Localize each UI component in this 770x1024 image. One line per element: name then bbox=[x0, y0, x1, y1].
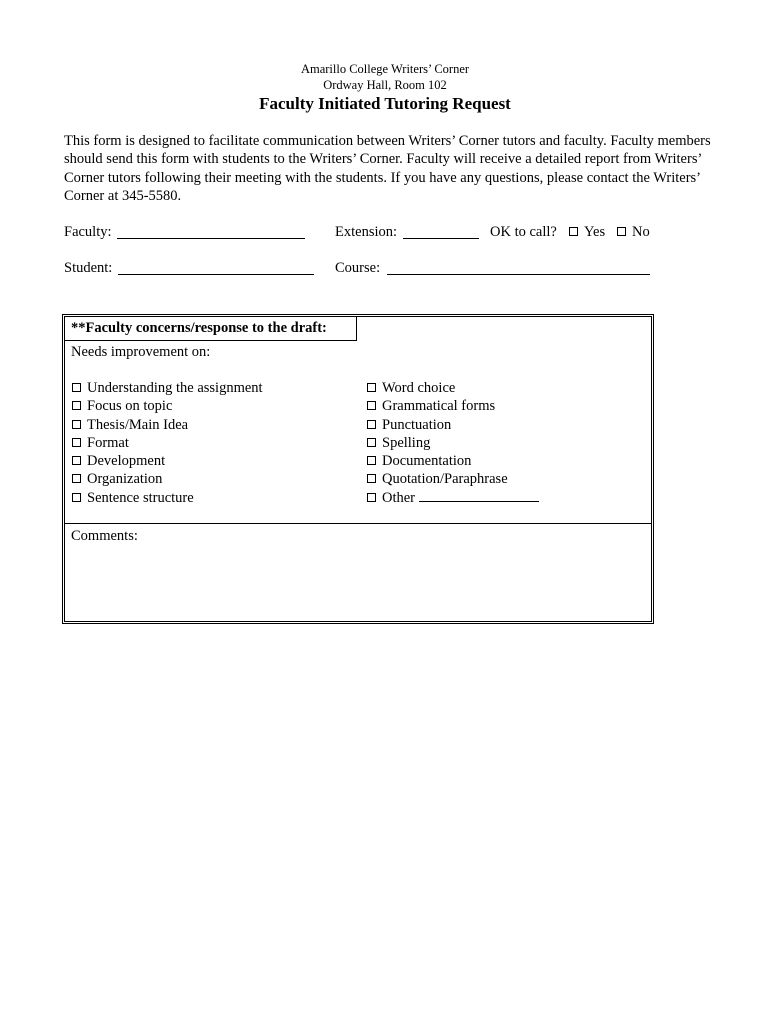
concerns-box bbox=[62, 314, 654, 624]
checkbox[interactable] bbox=[72, 493, 81, 502]
other-input-line[interactable] bbox=[419, 489, 539, 502]
student-field[interactable] bbox=[118, 260, 314, 280]
concern-label: Organization bbox=[87, 471, 163, 488]
concern-item[interactable] bbox=[367, 470, 539, 488]
checkbox[interactable] bbox=[72, 420, 81, 429]
checkbox[interactable] bbox=[367, 456, 376, 465]
checkbox[interactable] bbox=[72, 401, 81, 410]
concern-label: Sentence structure bbox=[87, 489, 194, 506]
concern-label: Other bbox=[382, 489, 416, 506]
faculty-label: Faculty: bbox=[64, 224, 112, 240]
checkbox[interactable] bbox=[72, 474, 81, 483]
concern-label: Documentation bbox=[382, 453, 472, 470]
header-location: Ordway Hall, Room 102 bbox=[323, 78, 447, 92]
concern-item[interactable] bbox=[367, 397, 539, 415]
page-title: Faculty Initiated Tutoring Request bbox=[259, 94, 511, 113]
ok-to-call-label: OK to call? bbox=[490, 224, 557, 240]
concerns-heading: **Faculty concerns/response to the draft: bbox=[65, 317, 357, 341]
extension-input-line[interactable] bbox=[403, 224, 479, 239]
concern-item[interactable] bbox=[367, 379, 539, 397]
concern-item[interactable] bbox=[72, 397, 263, 415]
no-checkbox[interactable] bbox=[617, 227, 626, 236]
course-label: Course: bbox=[335, 260, 381, 276]
concern-item[interactable] bbox=[367, 452, 539, 470]
concern-item[interactable] bbox=[72, 416, 263, 434]
faculty-field[interactable] bbox=[117, 224, 305, 244]
student-label: Student: bbox=[64, 260, 113, 276]
no-option[interactable] bbox=[617, 224, 650, 241]
needs-improvement-label: Needs improvement on: bbox=[71, 344, 211, 360]
checkbox[interactable] bbox=[367, 493, 376, 502]
extension-label: Extension: bbox=[335, 224, 398, 240]
concern-label: Spelling bbox=[382, 434, 431, 451]
concern-item[interactable] bbox=[72, 434, 263, 452]
concern-label: Thesis/Main Idea bbox=[87, 416, 189, 433]
concern-item[interactable] bbox=[367, 434, 539, 452]
course-field[interactable] bbox=[387, 260, 650, 280]
checkbox[interactable] bbox=[367, 420, 376, 429]
intro-paragraph: This form is designed to facilitate communication between Writers’ Corner tutors and faculty. Faculty members should send this form with students to the Writers’ Corner. Faculty will receive a detailed report from Writers’ Corner tutors following their meeting with the students. If you have any questions, please contact the Writers’ Corner at 345-5580. bbox=[64, 133, 711, 204]
checkbox[interactable] bbox=[367, 401, 376, 410]
yes-checkbox[interactable] bbox=[569, 227, 578, 236]
concern-label: Focus on topic bbox=[87, 398, 173, 415]
extension-field[interactable] bbox=[403, 224, 479, 244]
checkbox[interactable] bbox=[72, 456, 81, 465]
concern-label: Quotation/Paraphrase bbox=[382, 471, 508, 488]
concern-label: Word choice bbox=[382, 380, 456, 396]
checkbox[interactable] bbox=[367, 383, 376, 392]
concern-label: Grammatical forms bbox=[382, 398, 496, 415]
yes-option[interactable] bbox=[569, 224, 605, 241]
concern-label: Punctuation bbox=[382, 416, 452, 433]
checkbox[interactable] bbox=[367, 474, 376, 483]
student-input-line[interactable] bbox=[118, 260, 314, 275]
concern-item-other[interactable] bbox=[367, 489, 539, 507]
checkbox[interactable] bbox=[367, 438, 376, 447]
checkbox[interactable] bbox=[72, 383, 81, 392]
course-input-line[interactable] bbox=[387, 260, 650, 275]
concern-label: Development bbox=[87, 453, 166, 470]
comments-label: Comments: bbox=[71, 528, 138, 544]
concern-label: Understanding the assignment bbox=[87, 380, 263, 396]
concern-item[interactable] bbox=[72, 379, 263, 397]
concerns-right-column bbox=[367, 379, 539, 507]
concern-item[interactable] bbox=[72, 470, 263, 488]
no-label: No bbox=[632, 224, 650, 240]
concerns-left-column bbox=[72, 379, 263, 507]
concern-item[interactable] bbox=[72, 452, 263, 470]
concern-item[interactable] bbox=[72, 489, 263, 507]
concern-item[interactable] bbox=[367, 416, 539, 434]
comments-divider bbox=[65, 523, 651, 524]
concern-label: Format bbox=[87, 434, 129, 451]
checkbox[interactable] bbox=[72, 438, 81, 447]
yes-label: Yes bbox=[584, 224, 606, 240]
faculty-input-line[interactable] bbox=[117, 224, 305, 239]
header-institution: Amarillo College Writers’ Corner bbox=[300, 62, 470, 76]
